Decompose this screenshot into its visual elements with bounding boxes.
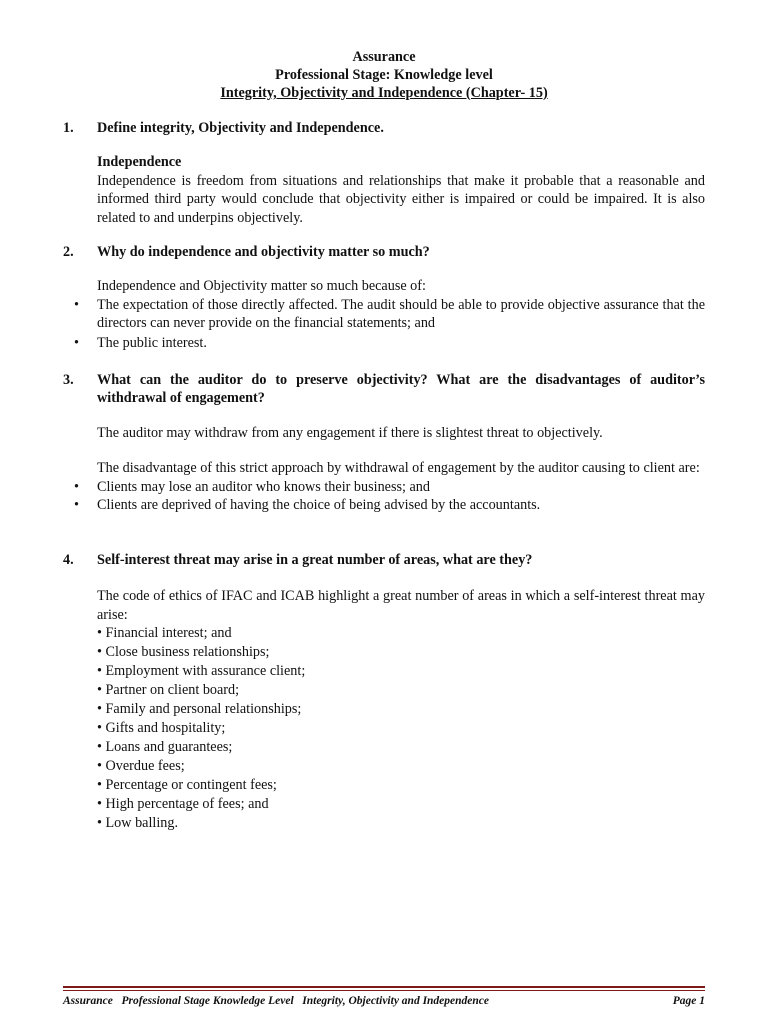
document-header [0, 48, 768, 102]
question-3 [63, 371, 705, 514]
bullet-glyph: • [74, 497, 79, 514]
bullet-list [74, 296, 705, 352]
question-1 [63, 119, 705, 227]
question-4 [63, 551, 705, 833]
section-subheading: Independence [97, 154, 182, 171]
footer-title: Assurance Professional Stage Knowledge Level Integrity, Objectivity and Independence [63, 995, 489, 1007]
list-item: • Employment with assurance client; [97, 663, 306, 680]
answer-intro: Independence and Objectivity matter so much because of: [97, 278, 426, 295]
question-number: 2. [63, 244, 74, 260]
question-title: Why do independence and objectivity matter so much? [97, 244, 430, 260]
list-item: • Close business relationships; [97, 644, 270, 661]
list-item: • Low balling. [97, 815, 179, 832]
question-number: 4. [63, 552, 74, 568]
list-item: • Clients may lose an auditor who knows their business; and [74, 478, 430, 495]
question-title: What can the auditor do to preserve objectivity? What are the disadvantages of auditor’s withdrawal of engagement? [97, 372, 705, 407]
answer-paragraph: Independence is freedom from situations and relationships that make it probable that a reasonable and informed third party would conclude that objectivity either is impaired or could be impaired. It is also related to and underpins objectively. [97, 172, 705, 226]
page-number: Page 1 [672, 995, 705, 1007]
question-title: Define integrity, Objectivity and Independence. [97, 120, 384, 136]
bullet-glyph: • [74, 296, 79, 313]
question-number: 3. [63, 372, 74, 388]
header-subject: Assurance [352, 49, 416, 65]
list-item: • Gifts and hospitality; [97, 720, 226, 737]
bullet-list [74, 478, 705, 515]
list-item: • Percentage or contingent fees; [97, 777, 277, 794]
list-item: • Overdue fees; [97, 758, 185, 775]
question-title: Self-interest threat may arise in a great number of areas, what are they? [97, 552, 533, 568]
list-item: • The public interest. [74, 334, 207, 351]
bullet-glyph: • [74, 334, 79, 351]
answer-paragraph: The auditor may withdraw from any engagement if there is slightest threat to objectively. [97, 424, 603, 441]
list-item: • The expectation of those directly affected. The audit should be able to provide objective assurance that the directors can never provide on the financial statements; and [74, 296, 705, 332]
page-footer [63, 992, 705, 1010]
header-chapter-title: Integrity, Objectivity and Independence (Chapter- 15) [220, 85, 548, 101]
list-item: • Financial interest; and [97, 625, 232, 642]
question-number: 1. [63, 120, 74, 136]
list-item: • Loans and guarantees; [97, 739, 233, 756]
answer-intro: The code of ethics of IFAC and ICAB highlight a great number of areas in which a self-interest threat may arise: [97, 588, 705, 623]
self-interest-areas-list [97, 624, 705, 833]
bullet-glyph: • [74, 478, 79, 495]
footer-divider [63, 986, 705, 991]
list-item: • Partner on client board; [97, 682, 240, 699]
list-item: • Clients are deprived of having the choice of being advised by the accountants. [74, 497, 541, 514]
header-stage: Professional Stage: Knowledge level [275, 67, 493, 83]
list-item: • Family and personal relationships; [97, 701, 302, 718]
answer-paragraph: The disadvantage of this strict approach by withdrawal of engagement by the auditor causing to client are: [97, 460, 700, 477]
question-2 [63, 243, 705, 352]
list-item: • High percentage of fees; and [97, 796, 269, 813]
